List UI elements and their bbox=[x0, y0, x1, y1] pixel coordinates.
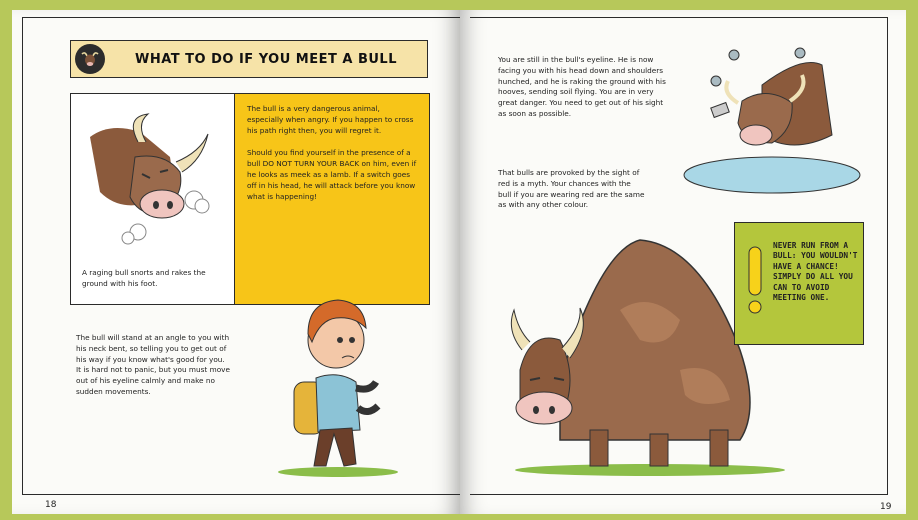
title-bar bbox=[70, 40, 428, 78]
danger-paragraph-1: The bull is a very dangerous animal, especially when angry. If you happen to cross his path right then, you will regret it. bbox=[247, 104, 414, 135]
raging-bull-illustration bbox=[80, 112, 230, 252]
charging-bull-illustration bbox=[682, 45, 862, 195]
page-number-left: 18 bbox=[45, 500, 57, 510]
warning-box bbox=[734, 222, 864, 345]
boy-walking-illustration bbox=[268, 290, 408, 480]
exclamation-icon bbox=[745, 245, 765, 315]
danger-paragraph-2: Should you find yourself in the presence of a bull DO NOT TURN YOUR BACK on him, even if he looks as meek as a lamb. If a switch goes off in his head, he will attack before you know what is happening! bbox=[247, 148, 417, 201]
right-paragraph-1: You are still in the bull's eyeline. He is now facing you with his head down and shoulders hunched, and he is raking the ground with his hooves, sending soil flying. You are in very great danger. You need to get out of his sight as soon as possible. bbox=[498, 55, 666, 118]
bull-head-badge-icon bbox=[75, 44, 105, 74]
right-paragraph-2: That bulls are provoked by the sight of red is a myth. Your chances with the bull if you are wearing red are the same as with any other colour. bbox=[498, 168, 645, 210]
warning-text: NEVER RUN FROM A BULL: YOU WOULDN'T HAVE A CHANCE! SIMPLY DO ALL YOU CAN TO AVOID MEETING ONE. bbox=[773, 241, 858, 303]
bull-caption: A raging bull snorts and rakes the ground with his foot. bbox=[82, 268, 206, 288]
page-number-right: 19 bbox=[880, 502, 892, 512]
bull-danger-box bbox=[234, 93, 430, 305]
left-paragraph: The bull will stand at an angle to you with his neck bent, so telling you to get out of his way if you know what's good for you. It is hard not to panic, but you must move out of his eyeline calmly and make no sudden movements. bbox=[76, 333, 230, 396]
page-title: WHAT TO DO IF YOU MEET A BULL bbox=[134, 51, 397, 67]
